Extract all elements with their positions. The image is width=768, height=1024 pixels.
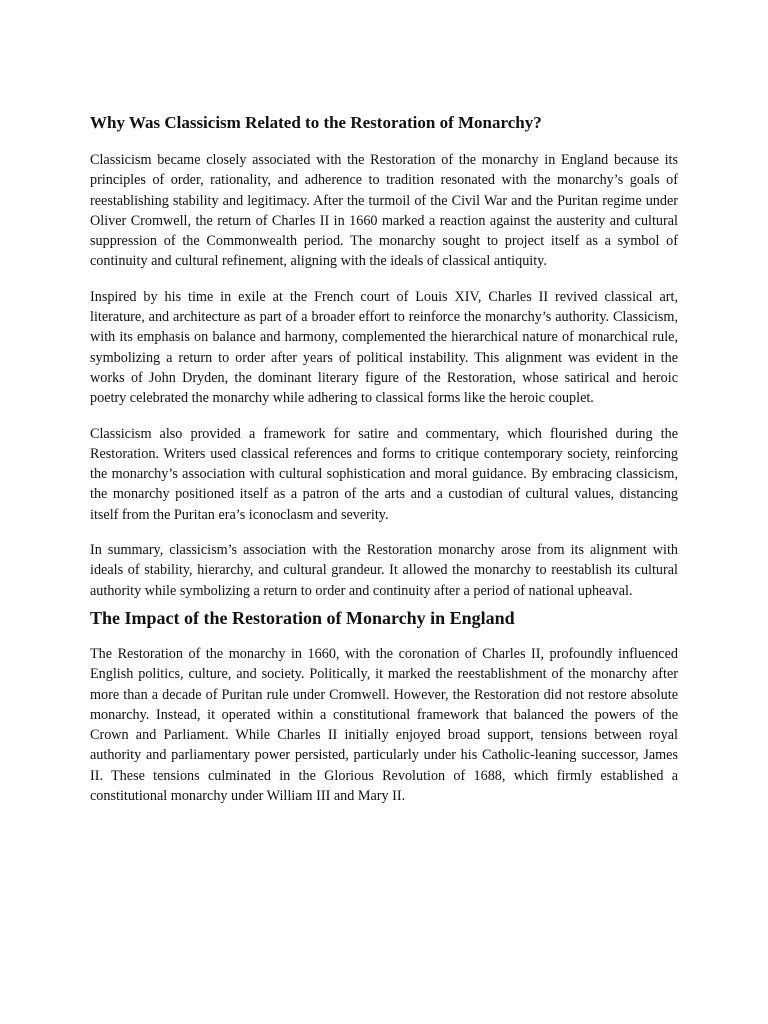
section-heading: Why Was Classicism Related to the Restoration of Monarchy? (90, 113, 542, 132)
paragraph: Inspired by his time in exile at the French court of Louis XIV, Charles II revived classical art, literature, and architecture as part of a broader effort to reinforce the monarchy’s authority. Classicism, with its emphasis on balance and harmony, complemented the hierarchical nature of monarchical rule, symbolizing a return to order after years of political instability. This alignment was evident in the works of John Dryden, the dominant literary figure of the Restoration, whose satirical and heroic poetry celebrated the monarchy while adhering to classical forms like the heroic couplet. (90, 288, 678, 407)
section-impact-restoration (90, 606, 678, 806)
paragraph: In summary, classicism’s association with the Restoration monarchy arose from its alignment with ideals of stability, hierarchy, and cultural grandeur. It allowed the monarchy to reestablish its cultural authority while symbolizing a return to order and continuity after a period of national upheaval. (90, 542, 678, 599)
paragraph: The Restoration of the monarchy in 1660, with the coronation of Charles II, profoundly influenced English politics, culture, and society. Politically, it marked the reestablishment of the monarchy after more than a decade of Puritan rule under Cromwell. However, the Restoration did not restore absolute monarchy. Instead, it operated within a constitutional framework that balanced the powers of the Crown and Parliament. While Charles II initially enjoyed broad support, tensions between royal authority and parliamentary power persisted, particularly under his Catholic-leaning successor, James II. These tensions culminated in the Glorious Revolution of 1688, which firmly established a constitutional monarchy under William III and Mary II. (90, 645, 678, 805)
section-heading: The Impact of the Restoration of Monarchy in England (90, 607, 515, 628)
paragraph: Classicism also provided a framework for satire and commentary, which flourished during the Restoration. Writers used classical references and forms to critique contemporary society, reinforcing the monarchy’s association with cultural sophistication and moral guidance. By embracing classicism, the monarchy positioned itself as a patron of the arts and a custodian of cultural values, distancing itself from the Puritan era’s iconoclasm and severity. (90, 425, 678, 523)
paragraph: Classicism became closely associated with the Restoration of the monarchy in England because its principles of order, rationality, and adherence to tradition resonated with the monarchy’s goals of reestablishing stability and legitimacy. After the turmoil of the Civil War and the Puritan regime under Oliver Cromwell, the return of Charles II in 1660 marked a reaction against the austerity and cultural suppression of the Commonwealth period. The monarchy sought to project itself as a symbol of continuity and cultural refinement, aligning with the ideals of classical antiquity. (90, 152, 678, 270)
section-classicism-restoration (90, 111, 678, 601)
document-page (90, 111, 678, 806)
